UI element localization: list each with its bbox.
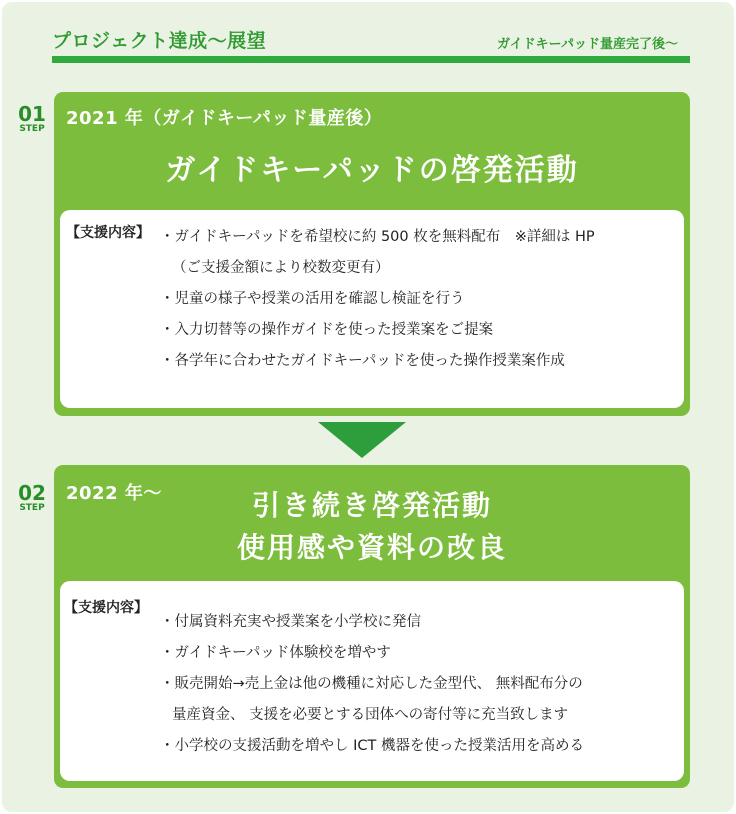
step-01-word: STEP	[19, 124, 45, 134]
step-02-word: STEP	[19, 503, 45, 513]
step-02-support-label: 【支援内容】	[64, 600, 148, 616]
step-02-title-line-2: 使用感や資料の改良	[236, 531, 507, 564]
page-subtitle: ガイドキーパッド量産完了後〜	[497, 37, 678, 52]
header-divider	[52, 56, 690, 63]
step-01-bullet-list	[160, 226, 595, 381]
list-item: ・小学校の支援活動を増やし ICT 機器を使った授業活用を高める	[160, 738, 584, 754]
step-02-title	[54, 485, 690, 569]
step-01-body	[60, 210, 684, 408]
list-item: ・入力切替等の操作ガイドを使った授業案をご提案	[160, 322, 494, 338]
step-01-number: 01	[18, 102, 46, 126]
step-01-year: 2021 年（ガイドキーパッド量産後）	[66, 108, 383, 129]
step-01-card	[54, 92, 690, 416]
list-item: （ご支援金額により校数変更有）	[172, 260, 390, 276]
list-item: ・ガイドキーパッド体験校を増やす	[160, 645, 391, 661]
step-02-year: 2022 年〜	[66, 483, 162, 504]
step-01-support-label: 【支援内容】	[66, 225, 150, 241]
step-02-label	[16, 483, 48, 513]
down-arrow-icon	[318, 422, 406, 458]
list-item: ・付属資料充実や授業案を小学校に発信	[160, 614, 421, 630]
list-item: 量産資金、 支援を必要とする団体への寄付等に充当致します	[172, 707, 569, 723]
list-item: ・ガイドキーパッドを希望校に約 500 枚を無料配布 ※詳細は HP	[160, 229, 595, 245]
step-01-title: ガイドキーパッドの啓発活動	[165, 153, 579, 188]
list-item: ・児童の様子や授業の活用を確認し検証を行う	[160, 291, 465, 307]
step-02-bullet-list	[160, 611, 584, 766]
step-02-card	[54, 465, 690, 788]
step-01-label	[16, 104, 48, 134]
step-02-number: 02	[18, 481, 46, 505]
list-item: ・販売開始→売上金は他の機種に対応した金型代、 無料配布分の	[160, 676, 583, 692]
page-title: プロジェクト達成〜展望	[52, 30, 267, 52]
list-item: ・各学年に合わせたガイドキーパッドを使った操作授業案作成	[160, 353, 565, 369]
step-02-title-line-1: 引き続き啓発活動	[251, 489, 492, 522]
step-02-body	[60, 581, 684, 781]
